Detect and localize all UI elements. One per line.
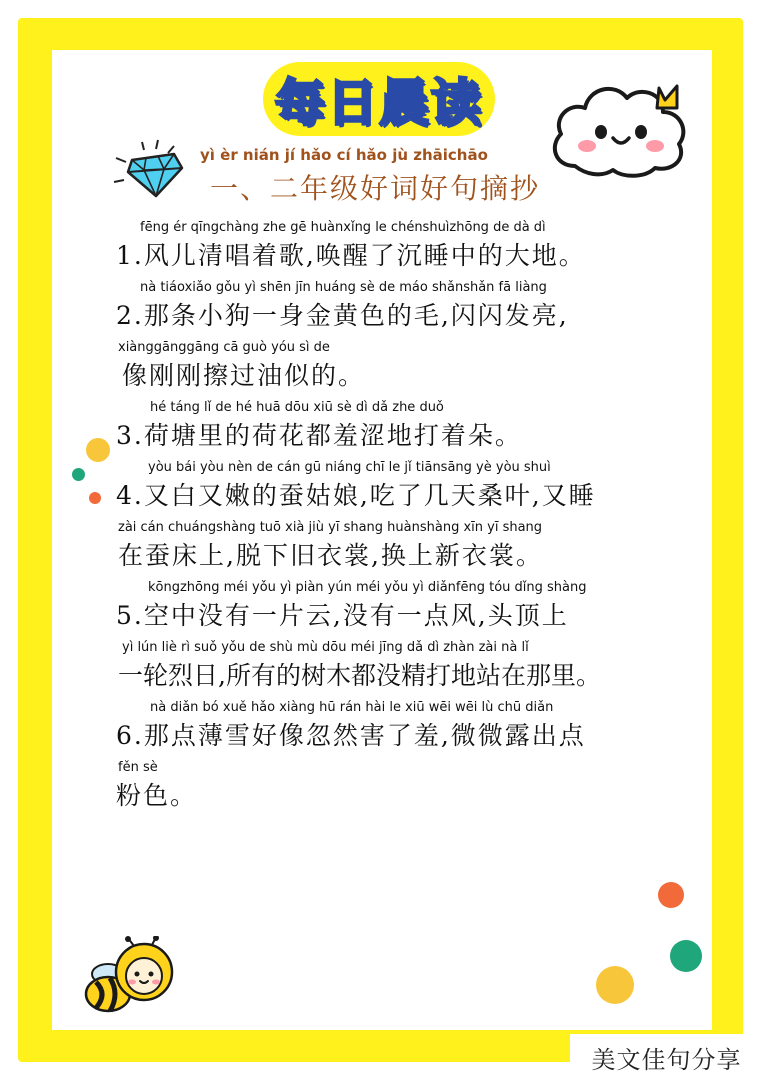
line-pinyin: nà tiáoxiǎo gǒu yì shēn jīn huáng sè de máo shǎnshǎn fā liàng <box>140 280 547 295</box>
yellow-dot <box>596 966 634 1004</box>
green-dot <box>670 940 702 972</box>
line-text: 6.那点薄雪好像忽然害了羞,微微露出点 <box>116 721 586 750</box>
line-pinyin: xiànggānggāng cā guò yóu sì de <box>118 340 330 355</box>
line-pinyin: fěn sè <box>118 760 158 775</box>
yellow-dot <box>86 438 110 462</box>
heading-pinyin: yì èr nián jí hǎo cí hǎo jù zhāichāo <box>200 146 488 164</box>
bee-icon <box>82 936 182 1020</box>
watermark: 美文佳句分享 <box>570 1034 763 1080</box>
line-text: 5.空中没有一片云,没有一点风,头顶上 <box>116 601 569 630</box>
diamond-icon <box>112 138 190 200</box>
line-text: 4.又白又嫩的蚕姑娘,吃了几天桑叶,又睡 <box>116 481 596 510</box>
line-pinyin: zài cán chuángshàng tuō xià jiù yī shang huànshàng xīn yī shang <box>118 520 543 535</box>
line-text: 粉色。 <box>116 781 198 810</box>
line-text: 3.荷塘里的荷花都羞涩地打着朵。 <box>116 421 522 450</box>
line-text: 在蚕床上,脱下旧衣裳,换上新衣裳。 <box>118 541 543 570</box>
line-text: 一轮烈日,所有的树木都没精打地站在那里。 <box>118 661 601 690</box>
page-title: 每日晨读 <box>275 74 483 132</box>
heading-text: 一、二年级好词好句摘抄 <box>210 172 541 205</box>
line-pinyin: hé táng lǐ de hé huā dōu xiū sè dì dǎ zhe duǒ <box>150 400 444 415</box>
orange-dot <box>658 882 684 908</box>
line-pinyin: fēng ér qīngchàng zhe gē huànxǐng le chénshuìzhōng de dà dì <box>140 220 546 235</box>
line-text: 像刚刚擦过油似的。 <box>122 361 366 390</box>
orange-dot <box>89 492 101 504</box>
line-pinyin: yì lún liè rì suǒ yǒu de shù mù dōu méi jīng dǎ dì zhàn zài nà lǐ <box>122 640 529 655</box>
green-dot <box>72 468 85 481</box>
line-pinyin: nà diǎn bó xuě hǎo xiàng hū rán hài le xiū wēi wēi lù chū diǎn <box>150 700 554 715</box>
line-pinyin: yòu bái yòu nèn de cán gū niáng chī le jǐ tiānsāng yè yòu shuì <box>148 460 551 475</box>
line-text: 2.那条小狗一身金黄色的毛,闪闪发亮, <box>116 301 569 330</box>
title-badge <box>263 62 495 136</box>
line-pinyin: kōngzhōng méi yǒu yì piàn yún méi yǒu yì diǎnfēng tóu dǐng shàng <box>148 580 587 595</box>
line-text: 1.风儿清唱着歌,唤醒了沉睡中的大地。 <box>116 241 586 270</box>
